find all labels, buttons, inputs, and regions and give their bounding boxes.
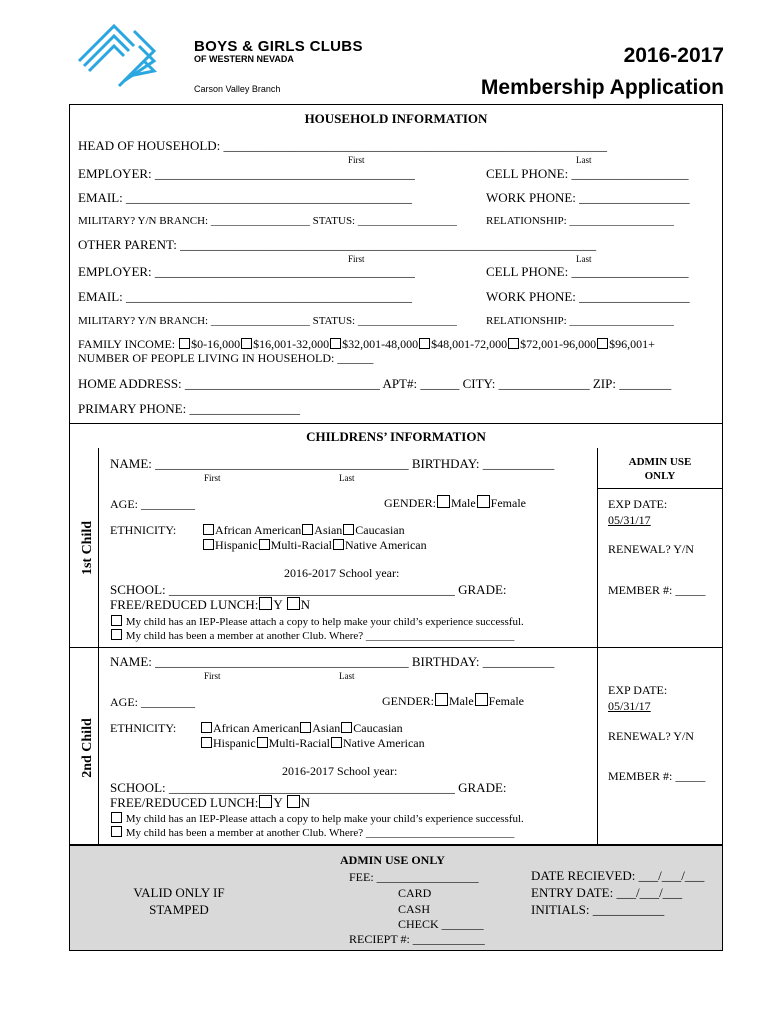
home-address-field[interactable]: HOME ADDRESS: ______________________________ APT#: ______ CITY: ______________ ZIP: ________ — [78, 376, 672, 391]
last-label: Last — [339, 671, 355, 681]
lunch-no-label: N — [300, 795, 310, 810]
child-2-age-field[interactable]: AGE: _________ — [110, 695, 195, 709]
children-title: CHILDRENS’ INFORMATION — [306, 429, 486, 444]
first-label: First — [204, 671, 221, 681]
ethnicity-option: Multi-Racial — [270, 538, 332, 552]
valid-line-1: VALID ONLY IF — [133, 885, 225, 900]
lunch-no-checkbox[interactable] — [287, 597, 300, 610]
member-number-field[interactable]: MEMBER #: _____ — [608, 583, 706, 597]
military-field-2[interactable]: MILITARY? Y/N BRANCH: __________________ STATUS: __________________ — [78, 315, 457, 327]
admin-only-label: ONLY — [644, 470, 676, 482]
income-option: $32,001-48,000 — [342, 337, 419, 351]
admin-divider — [597, 488, 723, 489]
work-phone-field-2[interactable]: WORK PHONE: _________________ — [486, 289, 690, 304]
child-2-gender-row — [382, 693, 524, 709]
cell-phone-field[interactable]: CELL PHONE: __________________ — [486, 166, 689, 181]
ethnicity-checkbox[interactable] — [343, 524, 354, 535]
female-checkbox[interactable] — [475, 693, 488, 706]
relationship-field-2[interactable]: RELATIONSHIP: ___________________ — [486, 315, 674, 327]
lunch-yes-label: Y — [273, 795, 283, 810]
ethnicity-option: African American — [213, 721, 300, 735]
iep-checkbox[interactable] — [111, 812, 122, 823]
child-2-school-field[interactable]: SCHOOL: ____________________________________________ GRADE: — [110, 780, 507, 795]
form-title: Membership Application — [480, 76, 724, 99]
household-title: HOUSEHOLD INFORMATION — [304, 111, 488, 126]
income-checkbox[interactable] — [419, 338, 430, 349]
work-phone-field[interactable]: WORK PHONE: _________________ — [486, 190, 690, 205]
org-subtitle: OF WESTERN NEVADA — [194, 54, 294, 64]
child-1-name-field[interactable]: NAME: _______________________________________ BIRTHDAY: ___________ — [110, 456, 555, 471]
family-income-row — [78, 337, 655, 352]
ethnicity-option: Asian — [312, 721, 341, 735]
ethnicity-option: Asian — [314, 523, 343, 537]
first-label: First — [348, 254, 365, 264]
female-label: Female — [488, 694, 524, 708]
lunch-label: FREE/REDUCED LUNCH: — [110, 597, 259, 612]
child-1-label: 1st Child — [80, 520, 95, 576]
check-field[interactable]: CHECK _______ — [398, 917, 484, 931]
military-field[interactable]: MILITARY? Y/N BRANCH: __________________ STATUS: __________________ — [78, 215, 457, 227]
valid-line-2: STAMPED — [149, 902, 209, 917]
exp-date-value: 05/31/17 — [608, 699, 651, 713]
lunch-label: FREE/REDUCED LUNCH: — [110, 795, 259, 810]
child-1-age-field[interactable]: AGE: _________ — [110, 497, 195, 511]
child-divider — [69, 647, 723, 648]
male-checkbox[interactable] — [435, 693, 448, 706]
child-2-label: 2nd Child — [80, 718, 95, 778]
exp-date-value: 05/31/17 — [608, 513, 651, 527]
gender-label: GENDER: — [384, 496, 436, 510]
lunch-no-label: N — [300, 597, 310, 612]
email-field-2[interactable]: EMAIL: ____________________________________________ — [78, 289, 413, 304]
income-checkbox[interactable] — [508, 338, 519, 349]
last-label: Last — [576, 254, 592, 264]
cell-phone-field-2[interactable]: CELL PHONE: __________________ — [486, 264, 689, 279]
income-checkbox[interactable] — [241, 338, 252, 349]
ethnicity-checkbox[interactable] — [333, 539, 344, 550]
ethnicity-checkbox[interactable] — [302, 524, 313, 535]
admin-title: ADMIN USE ONLY — [340, 853, 445, 867]
iep-label: My child has an IEP-Please attach a copy to help make your child’s experience successful. — [125, 616, 524, 628]
entry-date-field[interactable]: ENTRY DATE: ___/___/___ — [531, 885, 683, 900]
lunch-no-checkbox[interactable] — [287, 795, 300, 808]
email-field[interactable]: EMAIL: ____________________________________________ — [78, 190, 413, 205]
iep-checkbox[interactable] — [111, 615, 122, 626]
iep-label: My child has an IEP-Please attach a copy to help make your child’s experience successful. — [125, 813, 524, 825]
child-2-name-field[interactable]: NAME: _______________________________________ BIRTHDAY: ___________ — [110, 654, 555, 669]
child-2-iep-row — [110, 812, 524, 825]
ethnicity-label: ETHNICITY: — [110, 721, 177, 735]
household-size-field[interactable]: NUMBER OF PEOPLE LIVING IN HOUSEHOLD: ______ — [78, 351, 374, 365]
prior-member-checkbox[interactable] — [111, 826, 122, 837]
income-checkbox[interactable] — [330, 338, 341, 349]
initials-field[interactable]: INITIALS: ___________ — [531, 902, 665, 917]
child-2-ethnicity-row-1 — [200, 721, 403, 736]
renewal-field[interactable]: RENEWAL? Y/N — [608, 542, 694, 556]
male-checkbox[interactable] — [437, 495, 450, 508]
ethnicity-option: Native American — [344, 538, 427, 552]
last-label: Last — [576, 155, 592, 165]
ethnicity-checkbox[interactable] — [331, 737, 342, 748]
ethnicity-checkbox[interactable] — [341, 722, 352, 733]
family-income-label: FAMILY INCOME: — [78, 337, 176, 351]
head-of-household-field[interactable]: HEAD OF HOUSEHOLD: ___________________________________________________________ — [78, 138, 608, 153]
ethnicity-checkbox[interactable] — [203, 539, 214, 550]
lunch-yes-checkbox[interactable] — [259, 597, 272, 610]
ethnicity-option: Native American — [342, 736, 425, 750]
prior-member-label: My child has been a member at another Club. Where? ___________________________ — [125, 827, 515, 839]
child-2-ethnicity-row-2 — [200, 736, 425, 751]
renewal-field[interactable]: RENEWAL? Y/N — [608, 729, 694, 743]
card-label: CARD — [398, 886, 432, 900]
child-1-lunch-row — [110, 597, 310, 613]
ethnicity-checkbox[interactable] — [300, 722, 311, 733]
ethnicity-checkbox[interactable] — [201, 722, 212, 733]
last-label: Last — [339, 473, 355, 483]
ethnicity-checkbox[interactable] — [257, 737, 268, 748]
prior-member-label: My child has been a member at another Club. Where? ___________________________ — [125, 630, 515, 642]
branch-name: Carson Valley Branch — [194, 84, 281, 94]
logo — [74, 16, 184, 96]
ethnicity-option: Multi-Racial — [268, 736, 330, 750]
ethnicity-checkbox[interactable] — [259, 539, 270, 550]
ethnicity-option: Hispanic — [215, 538, 258, 552]
income-option: $96,001+ — [609, 337, 655, 351]
child-1-member-row — [110, 629, 514, 642]
female-label: Female — [490, 496, 526, 510]
ethnicity-option: Hispanic — [213, 736, 256, 750]
female-checkbox[interactable] — [477, 495, 490, 508]
child-2-member-row — [110, 826, 514, 839]
first-label: First — [204, 473, 221, 483]
child-1-iep-row — [110, 615, 524, 628]
receipt-field[interactable]: RECIEPT #: ____________ — [349, 932, 485, 946]
ethnicity-option: Caucasian — [355, 523, 405, 537]
child-2-lunch-row — [110, 795, 310, 811]
primary-phone-field[interactable]: PRIMARY PHONE: _________________ — [78, 401, 300, 416]
lunch-yes-checkbox[interactable] — [259, 795, 272, 808]
child-1-gender-row — [384, 495, 526, 511]
employer-field[interactable]: EMPLOYER: ________________________________________ — [78, 166, 415, 181]
income-option: $72,001-96,000 — [520, 337, 597, 351]
gender-label: GENDER: — [382, 694, 434, 708]
income-option: $0-16,000 — [191, 337, 241, 351]
first-label: First — [348, 155, 365, 165]
ethnicity-label: ETHNICITY: — [110, 523, 177, 537]
ethnicity-checkbox[interactable] — [201, 737, 212, 748]
school-year-label: 2016-2017 School year: — [284, 566, 400, 580]
exp-date-label: EXP DATE: — [608, 683, 668, 697]
male-label: Male — [449, 694, 474, 708]
income-checkbox[interactable] — [179, 338, 190, 349]
employer-field-2[interactable]: EMPLOYER: ________________________________________ — [78, 264, 415, 279]
form-year: 2016-2017 — [623, 44, 724, 67]
admin-use-label: ADMIN USE — [628, 456, 692, 468]
exp-date-label: EXP DATE: — [608, 497, 668, 511]
income-option: $48,001-72,000 — [431, 337, 508, 351]
fee-field[interactable]: FEE: _________________ — [349, 870, 479, 884]
school-year-label: 2016-2017 School year: — [282, 764, 398, 778]
date-received-field[interactable]: DATE RECIEVED: ___/___/___ — [531, 868, 705, 883]
other-parent-field[interactable]: OTHER PARENT: ________________________________________________________________ — [78, 237, 597, 252]
lunch-yes-label: Y — [273, 597, 283, 612]
prior-member-checkbox[interactable] — [111, 629, 122, 640]
member-number-field[interactable]: MEMBER #: _____ — [608, 769, 706, 783]
cash-label: CASH — [398, 902, 431, 916]
child-1-ethnicity-row-1 — [202, 523, 405, 538]
relationship-field[interactable]: RELATIONSHIP: ___________________ — [486, 215, 674, 227]
income-checkbox[interactable] — [597, 338, 608, 349]
child-1-ethnicity-row-2 — [202, 538, 427, 553]
logo-icon — [74, 16, 184, 96]
org-name: BOYS & GIRLS CLUBS — [194, 38, 363, 55]
income-option: $16,001-32,000 — [253, 337, 330, 351]
child-1-school-field[interactable]: SCHOOL: ____________________________________________ GRADE: — [110, 582, 507, 597]
ethnicity-option: Caucasian — [353, 721, 403, 735]
male-label: Male — [451, 496, 476, 510]
ethnicity-checkbox[interactable] — [203, 524, 214, 535]
ethnicity-option: African American — [215, 523, 302, 537]
